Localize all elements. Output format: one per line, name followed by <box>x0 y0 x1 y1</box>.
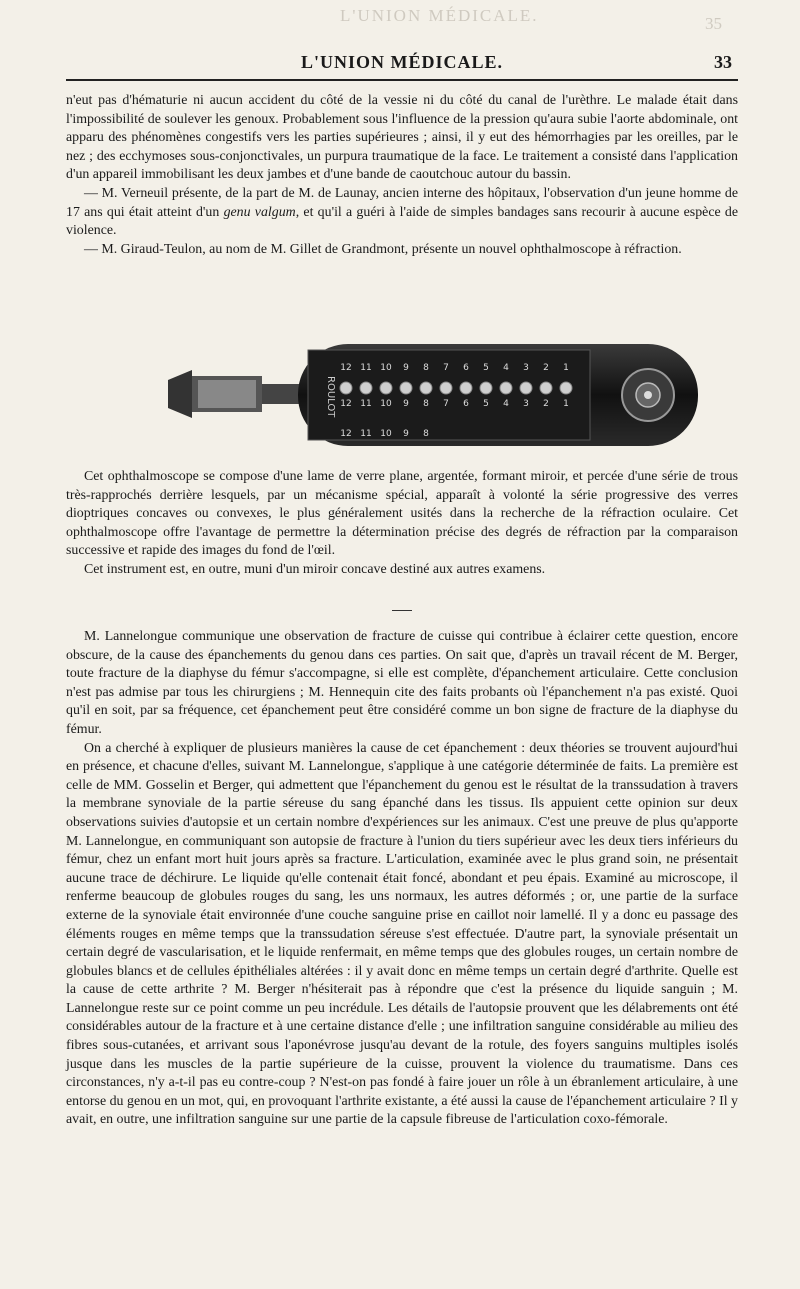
lens-number: 7 <box>443 399 449 409</box>
sight-hole <box>644 391 652 399</box>
lens-number: 9 <box>403 363 409 373</box>
section-separator <box>392 610 412 611</box>
paragraph <box>66 185 738 241</box>
lens-number: 4 <box>503 399 509 409</box>
lens-hole <box>420 382 432 394</box>
paragraph: Cet ophthalmoscope se compose d'une lame de verre plane, argentée, formant miroir, et percée d'une série de trous très-rapprochés derrière lesquels, par un mécanisme spécial, apparaît à volonté la série progressive des verres dioptriques concaves ou convexes, le plus généralement usités dans la recherche de la réfraction oculaire. Cet ophthalmoscope offre l'avantage de permettre la détermination précise des degrés de réfraction par la comparaison successive et rapide des images du fond de l'œil. <box>66 469 738 559</box>
ophthalmoscope-illustration <box>168 340 708 450</box>
lens-number: 6 <box>463 399 469 409</box>
lens-hole <box>540 382 552 394</box>
lens-number: 1 <box>563 363 569 373</box>
lens-number: 2 <box>543 399 549 409</box>
bleed-through-title: L'UNION MÉDICALE. <box>340 6 539 25</box>
lens-number: 3 <box>523 399 529 409</box>
lens-number: 6 <box>463 363 469 373</box>
paragraph: Cet instrument est, en outre, muni d'un miroir concave destiné aux autres examens. <box>84 561 546 577</box>
lens-hole <box>520 382 532 394</box>
lens-number: 9 <box>403 429 409 439</box>
lens-number: 10 <box>380 429 392 439</box>
header-rule <box>66 79 738 81</box>
text-block-mid <box>66 468 738 580</box>
lens-number: 4 <box>503 363 509 373</box>
paragraph: On a cherché à expliquer de plusieurs manières la cause de cet épanchement : deux théories se trouvent aujourd'hui en présence, et chacune d'elles, suivant M. Lannelongue, s'applique à une catégorie déterminée de faits. La première est celle de MM. Gosselin et Berger, qui admettent que l'épanchement du genou est le résultat de la transsudation à travers la membrane synoviale de la partie séreuse du sang épanché dans les tissus. Ils appuient cette opinion sur deux observations suivies d'autopsie et un certain nombre d'expériences sur les animaux. C'est une preuve de plus qu'apporte M. Lannelongue, en communiquant son autopsie de fracture à l'union du tiers supérieur avec les deux tiers inférieurs du fémur, chez un enfant mort huit jours après sa fracture. L'articulation, examinée avec le plus grand soin, ne présentait aucune trace de déchirure. Le liquide qu'elle contenait était foncé, abondant et peu épais. Examiné au microscope, il renferme beaucoup de globules rouges du sang, les uns normaux, les autres déformés ; or, une partie de la surface externe de la synoviale était environnée d'une couche sanguine prise en caillot noir lamellé. Il y a donc eu passage des éléments rouges en même temps que la transsudation séreuse s'est effectuée. D'autre part, la synoviale présentait un certain degré de vascularisation, et le liquide renfermait, en même temps que des globules rouges, un certain nombre de globules blancs et de cellules épithéliales altérées : il y avait donc en même temps un certain degré d'arthrite. Quelle est la cause de cette arthrite ? M. Berger n'hésiterait pas à répondre que c'est la présence du liquide sanguin ; M. Lannelongue reste sur ce point comme un peu incrédule. Les détails de l'autopsie prouvent que les délabrements ont été considérables autour de la fracture et à une certaine distance d'elle ; une infiltration sanguine considérable au milieu des fibres sous-cutanées, et arrivant sous l'aponévrose jusqu'au devant de la rotule, des foyers sanguins multiples isolés jusque dans les muscles de la partie supérieure de la cuisse, prouvent la violence du traumatisme. Dans ces circonstances, n'y a-t-il pas eu contre-coup ? N'est-on pas fondé à faire jouer un rôle à un ébranlement articulaire, à une entorse du genou en un mot, qui, en provoquant l'arthrite existante, a été aussi la cause de l'épanchement articulaire ? Il y avait, en outre, une infiltration sanguine sur une partie de la capsule fibreuse de l'articulation coxo-fémorale. <box>66 740 738 1128</box>
lens-number: 12 <box>340 399 352 409</box>
lens-number: 12 <box>340 429 352 439</box>
lens-hole <box>500 382 512 394</box>
paragraph: — M. Giraud-Teulon, au nom de M. Gillet de Grandmont, présente un nouvel ophthalmoscope à réfraction. <box>84 241 682 257</box>
bleed-through-page-number: 35 <box>705 14 722 33</box>
lens-number: 12 <box>340 363 352 373</box>
paragraph-text: — M. Verneuil présente, de la part de M. de Launay, ancien interne des hôpitaux, l'observation d'un jeune homme de 17 ans qui était atteint d'un genu valgum, et qu'il a guéri à l'aide de simples bandages sans recourir à aucune espèce de violence. <box>66 185 739 239</box>
lens-number: 7 <box>443 363 449 373</box>
lens-number: 8 <box>423 363 429 373</box>
lens-hole <box>560 382 572 394</box>
lens-number: 9 <box>403 399 409 409</box>
lens-hole <box>440 382 452 394</box>
lens-hole <box>360 382 372 394</box>
lens-number: 10 <box>380 363 392 373</box>
lens-hole <box>340 382 352 394</box>
lens-number: 5 <box>483 399 489 409</box>
lens-number: 3 <box>523 363 529 373</box>
lens-number: 1 <box>563 399 569 409</box>
lens-hole <box>400 382 412 394</box>
lens-number: 10 <box>380 399 392 409</box>
handle <box>168 370 302 418</box>
paragraph: M. Lannelongue communique une observation de fracture de cuisse qui contribue à éclairer cette question, encore obscure, de la cause des épanchements du genou dans ces parties. On sait que, d'après un travail récent de M. Berger, toute fracture de la diaphyse du fémur s'accompagne, si elle est complète, d'épanchement articulaire. Cette conclusion n'est pas admise par tous les chirurgiens ; M. Hennequin cite des faits probants où l'épanchement n'a pas existé. Quoi qu'il en soit, par sa fréquence, cet épanchement peut être considéré comme un bon signe de fracture de la diaphyse du fémur. <box>66 629 738 737</box>
lens-number: 11 <box>360 363 372 373</box>
lens-number: 8 <box>423 429 429 439</box>
lens-number: 11 <box>360 399 372 409</box>
paragraph: n'eut pas d'hématurie ni aucun accident du côté de la vessie ni du côté du canal de l'urèthre. Le malade était dans l'impossibilité de soulever les genoux. Probablement sous l'influence de la pression qu'aura subie l'aorte abdominale, ont apparu des phénomènes congestifs vers les parties supérieures ; ainsi, il y eut des hémorrhagies par les oreilles, par le nez ; des ecchymoses sous-conjonctivales, un purpura traumatique de la face. Le traitement a consisté dans l'application d'un appareil immobilisant les deux jambes et d'une bande de caoutchouc autour du bassin. <box>66 93 738 183</box>
lens-number: 11 <box>360 429 372 439</box>
running-title: L'UNION MÉDICALE. <box>300 52 504 72</box>
lens-number: 5 <box>483 363 489 373</box>
text-block-top <box>66 92 738 259</box>
page-number: 33 <box>714 52 732 72</box>
maker-label: ROULOT <box>325 376 336 418</box>
lens-number: 8 <box>423 399 429 409</box>
lens-hole <box>380 382 392 394</box>
lens-number: 2 <box>543 363 549 373</box>
text-block-bottom <box>66 628 738 1130</box>
lens-hole <box>480 382 492 394</box>
page-header <box>66 52 738 78</box>
lens-hole <box>460 382 472 394</box>
